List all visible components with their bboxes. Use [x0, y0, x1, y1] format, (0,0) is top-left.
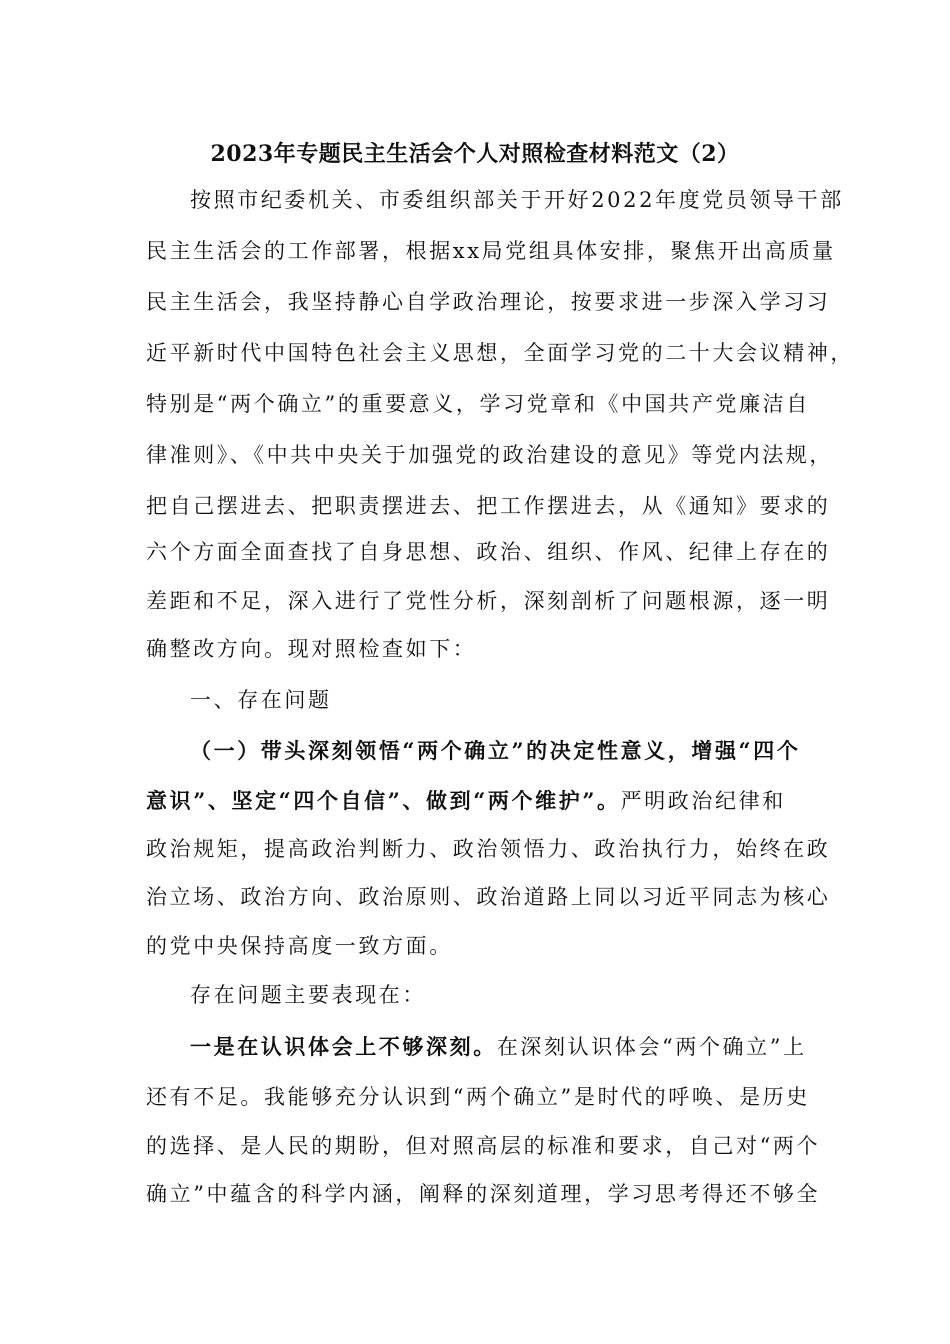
paragraph-line: 把自己摆进去、把职责摆进去、把工作摆进去，从《通知》要求的: [146, 494, 831, 518]
paragraph-line: 治立场、政治方向、政治原则、政治道路上同以习近平同志为核心: [146, 885, 831, 909]
paragraph-line: 的党中央保持高度一致方面。: [146, 934, 453, 958]
paragraph-line: 六个方面全面查找了自身思想、政治、组织、作风、纪律上存在的: [146, 540, 831, 564]
paragraph-line: 的选择、是人民的期盼，但对照高层的标准和要求，自己对“两个: [146, 1134, 821, 1158]
paragraph-line: 确整改方向。现对照检查如下：: [146, 637, 477, 661]
point-heading: 一是在认识体会上不够深刻。: [190, 1034, 497, 1059]
paragraph-line: 差距和不足，深入进行了党性分析，深刻剖析了问题根源，逐一明: [146, 589, 831, 613]
paragraph-line: 律准则》、《中共中央关于加强党的政治建设的意见》等党内法规，: [146, 443, 833, 467]
paragraph-line: 存在问题主要表现在：: [190, 983, 426, 1007]
subsection-heading: （一）带头深刻领悟“两个确立”的决定性意义，增强“四个: [190, 738, 801, 763]
paragraph-line: 还有不足。我能够充分认识到“两个确立”是时代的呼唤、是历史: [146, 1085, 810, 1109]
paragraph-line: 确立”中蕴含的科学内涵，阐释的深刻道理，学习思考得还不够全: [146, 1182, 821, 1206]
paragraph-text: 在深刻认识体会“两个确立”上: [496, 1035, 807, 1059]
paragraph-line: [146, 781, 816, 821]
paragraph-text: 严明政治纪律和: [620, 789, 786, 813]
paragraph-line: 特别是“两个确立”的重要意义，学习党章和《中国共产党廉洁自: [146, 392, 810, 416]
paragraph-line: 政治规矩，提高政治判断力、政治领悟力、政治执行力，始终在政: [146, 837, 831, 861]
subsection-heading-cont: 意识”、坚定“四个自信”、做到“两个维护”。: [146, 788, 621, 813]
document-title: 2023年专题民主生活会个人对照检查材料范文（2）: [210, 141, 740, 167]
paragraph-line: 近平新时代中国特色社会主义思想，全面学习党的二十大会议精神，: [146, 341, 854, 365]
paragraph-line: 按照市纪委机关、市委组织部关于开好2022年度党员领导干部: [190, 188, 844, 212]
section-heading: 一、存在问题: [190, 688, 332, 712]
paragraph-line: [190, 1027, 816, 1067]
paragraph-line: 民主生活会，我坚持静心自学政治理论，按要求进一步深入学习习: [146, 290, 831, 314]
paragraph-line: 民主生活会的工作部署，根据xx局党组具体安排，聚焦开出高质量: [146, 239, 836, 263]
